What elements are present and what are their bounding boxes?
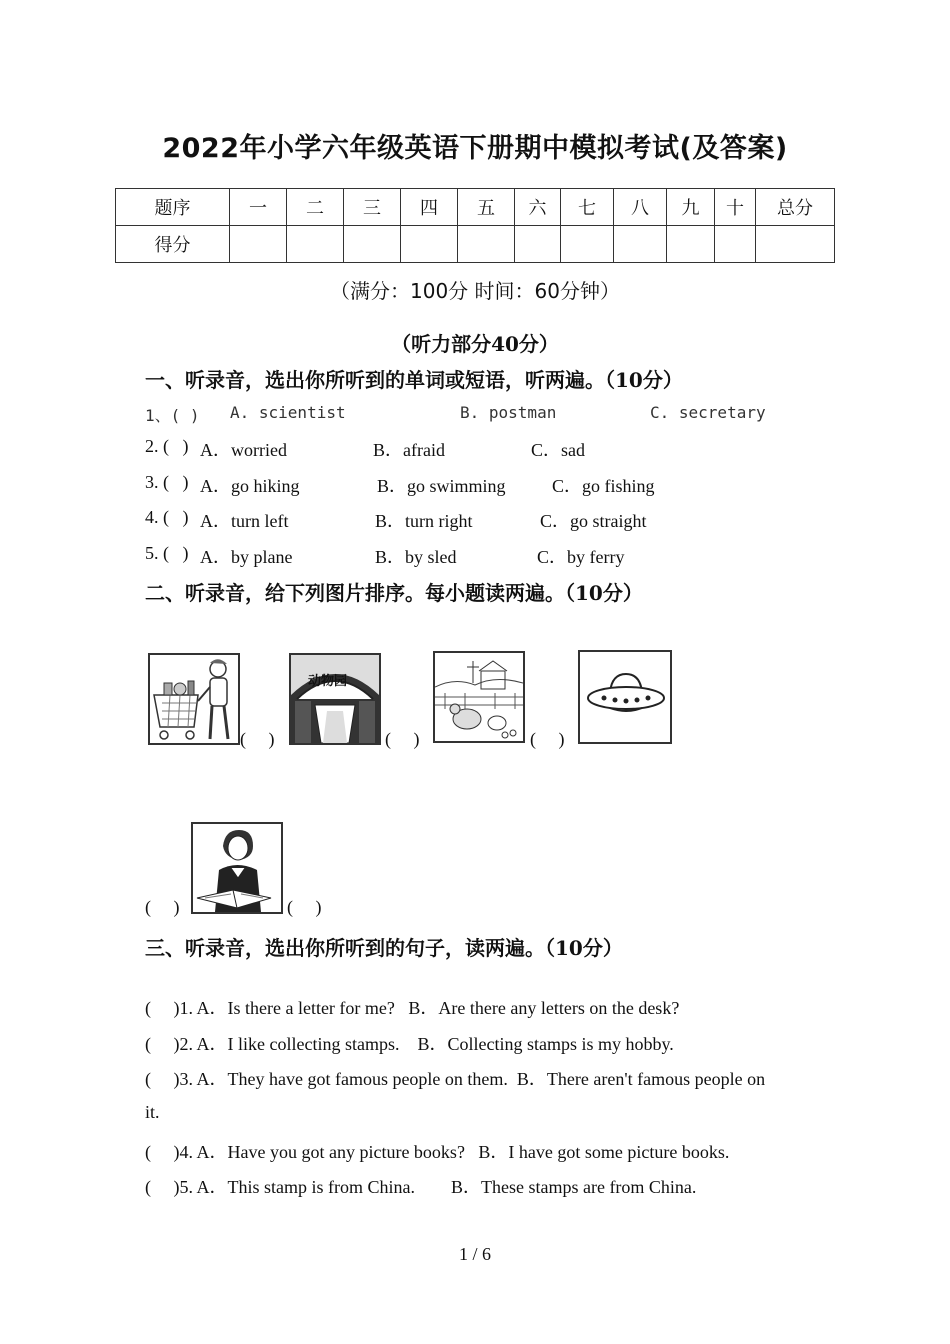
option-b: B. postman [460,403,557,422]
score-table-score-row [116,226,835,263]
option-c: C．sad [531,440,585,460]
answer-blank[interactable]: ( ) [385,729,420,749]
table-cell: 三 [344,189,401,226]
sentence-question: ( )5. A．This stamp is from China. B．These stamps are from China. [145,1177,697,1197]
sentence-question-continued: it. [145,1102,160,1122]
score-entry-cell[interactable] [515,226,561,263]
sentence-question: ( )4. A．Have you got any picture books? B．I have got some picture books. [145,1142,730,1162]
section3-heading: 三、听录音，选出你所听到的句子，读两遍。（10分） [145,936,623,960]
answer-blank[interactable]: ( ) [287,897,322,917]
page-number: 1 / 6 [458,1244,491,1264]
zoo-gate-icon [291,655,379,743]
answer-blank[interactable]: ( ) [145,897,180,917]
table-cell: 十 [715,189,756,226]
farm-icon [435,653,523,741]
score-entry-cell[interactable] [230,226,287,263]
answer-blank[interactable]: ( ) [530,729,565,749]
question-number: 3. ( ) [145,472,189,492]
option-c: C．go fishing [552,476,655,496]
question-number: 4. ( ) [145,507,189,527]
option-c: C．by ferry [537,547,625,567]
table-cell: 题序 [116,189,230,226]
table-cell: 七 [561,189,614,226]
table-cell: 一 [230,189,287,226]
section1-heading: 一、听录音，选出你所听到的单词或短语，听两遍。（10分） [145,368,683,392]
question-number: 5. ( ) [145,543,189,563]
page-title: 2022年小学六年级英语下册期中模拟考试(及答案) [162,133,788,164]
section2-heading: 二、听录音，给下列图片排序。每小题读两遍。（10分） [145,581,643,605]
woman-reading-picture [191,822,283,914]
table-cell: 总分 [756,189,835,226]
score-entry-cell[interactable] [401,226,458,263]
question-number: 1、( ) [145,406,200,425]
option-b: B．by sled [375,547,457,567]
score-entry-cell[interactable] [344,226,401,263]
score-table-header-row [116,189,835,226]
woman-reading-icon [193,824,281,912]
answer-blank[interactable]: ( ) [240,729,275,749]
table-cell: 五 [458,189,515,226]
table-cell: 九 [667,189,715,226]
listening-title: （听力部分40分） [391,332,559,356]
zoo-sign-text: 动物园 [308,674,348,689]
option-b: B．afraid [373,440,445,460]
option-b: B．go swimming [377,476,506,496]
ufo-icon [580,652,670,742]
option-a: A．turn left [200,511,289,531]
score-entry-cell[interactable] [458,226,515,263]
score-entry-cell[interactable] [287,226,344,263]
shopping-cart-picture [148,653,240,745]
table-cell: 二 [287,189,344,226]
ufo-picture [578,650,672,744]
option-a: A．by plane [200,547,293,567]
score-entry-cell[interactable] [667,226,715,263]
table-cell: 得分 [116,226,230,263]
score-entry-cell[interactable] [756,226,835,263]
score-entry-cell[interactable] [561,226,614,263]
shopping-cart-icon [150,655,238,743]
table-cell: 四 [401,189,458,226]
option-b: B．turn right [375,511,473,531]
farm-picture [433,651,525,743]
score-entry-cell[interactable] [715,226,756,263]
sentence-question: ( )3. A．They have got famous people on them. B．There aren't famous people on [145,1069,766,1089]
exam-info: （满分：100分 时间：60分钟） [330,279,620,303]
option-c: C. secretary [650,403,766,422]
score-entry-cell[interactable] [614,226,667,263]
zoo-gate-picture [289,653,381,745]
question-number: 2. ( ) [145,436,189,456]
option-a: A. scientist [230,403,346,422]
sentence-question: ( )2. A．I like collecting stamps. B．Collecting stamps is my hobby. [145,1034,674,1054]
table-cell: 六 [515,189,561,226]
sentence-question: ( )1. A．Is there a letter for me? B．Are there any letters on the desk? [145,998,680,1018]
score-table [115,188,835,263]
table-cell: 八 [614,189,667,226]
option-a: A．worried [200,440,287,460]
option-a: A．go hiking [200,476,300,496]
option-c: C．go straight [540,511,647,531]
